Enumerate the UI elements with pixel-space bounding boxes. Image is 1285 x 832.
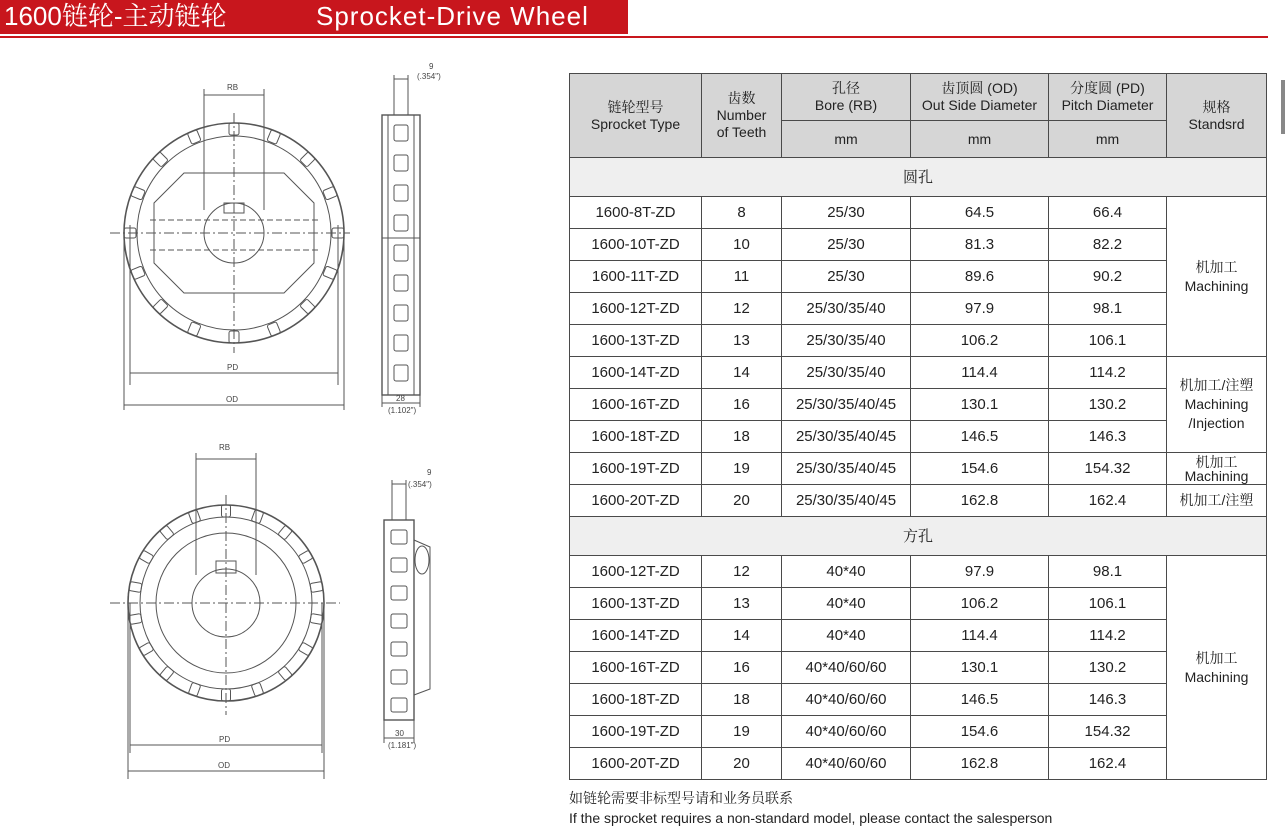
sprocket-tooth [278,666,293,681]
sprocket-tooth [153,152,169,168]
cell-bore: 25/30/35/40 [782,325,911,357]
sprocket-tooth [300,152,316,168]
table-row [570,588,1267,620]
sprocket-tooth [188,509,201,523]
cell-od: 162.8 [911,485,1049,517]
cell-pd: 130.2 [1049,652,1167,684]
bottom-od-label: OD [218,761,230,770]
side-tooth [391,670,407,684]
header-bore: 孔径 Bore (RB) [782,74,911,121]
cell-od: 130.1 [911,389,1049,421]
sprocket-tooth [160,666,175,681]
top-width-label: 28 [396,394,405,403]
top-rb-label: RB [227,83,239,92]
cell-bore: 25/30/35/40/45 [782,485,911,517]
cell-teeth: 13 [702,325,782,357]
cell-teeth: 20 [702,485,782,517]
cell-pd: 162.4 [1049,485,1167,517]
cell-teeth: 19 [702,716,782,748]
footnote-en: If the sprocket requires a non-standard model, please contact the salesperson [569,810,1053,826]
cell-teeth: 14 [702,357,782,389]
sprocket-tooth [139,642,154,656]
cell-type: 1600-13T-ZD [570,588,702,620]
table-row [570,453,1267,485]
cell-type: 1600-20T-ZD [570,748,702,780]
cell-od: 97.9 [911,293,1049,325]
cell-od: 146.5 [911,421,1049,453]
cell-pd: 130.2 [1049,389,1167,421]
cell-bore: 25/30 [782,229,911,261]
cell-teeth: 12 [702,293,782,325]
cell-pd: 106.1 [1049,325,1167,357]
cell-type: 1600-16T-ZD [570,389,702,421]
cell-od: 130.1 [911,652,1049,684]
side-tooth [391,614,407,628]
spec-table [569,73,1267,780]
cell-od: 154.6 [911,716,1049,748]
cell-pd: 162.4 [1049,748,1167,780]
cell-od: 154.6 [911,453,1049,485]
header-standard: 规格 Standsrd [1167,74,1267,158]
side-tooth [391,558,407,572]
table-row [570,229,1267,261]
cell-pd: 114.2 [1049,357,1167,389]
section-round-bore: 圆孔 [570,158,1267,197]
cell-bore: 40*40 [782,620,911,652]
cell-type: 1600-16T-ZD [570,652,702,684]
table-row [570,684,1267,716]
cell-bore: 40*40/60/60 [782,652,911,684]
cell-teeth: 13 [702,588,782,620]
sprocket-tooth [251,509,264,523]
top-sprocket-side-view [382,75,420,407]
cell-type: 1600-12T-ZD [570,556,702,588]
side-tooth [391,698,407,712]
bottom-sprocket-front-view [110,453,340,779]
cell-pd: 98.1 [1049,293,1167,325]
cell-standard-machining: 机加工 Machining [1167,197,1267,357]
side-tooth [394,365,408,381]
cell-pd: 90.2 [1049,261,1167,293]
cell-bore: 25/30/35/40/45 [782,453,911,485]
section-square-bore: 方孔 [570,517,1267,556]
side-tooth [394,335,408,351]
top-thickness-inch-label: (.354") [417,72,441,81]
side-tooth [394,125,408,141]
cell-od: 106.2 [911,325,1049,357]
header-pd-unit: mm [1049,121,1167,158]
cell-pd: 66.4 [1049,197,1167,229]
cell-pd: 98.1 [1049,556,1167,588]
cell-pd: 146.3 [1049,421,1167,453]
table-row [570,652,1267,684]
table-row [570,197,1267,229]
cell-od: 114.4 [911,357,1049,389]
table-row [570,485,1267,517]
cell-pd: 82.2 [1049,229,1167,261]
side-tooth [394,185,408,201]
sprocket-tooth [251,682,264,696]
cell-type: 1600-19T-ZD [570,716,702,748]
bottom-thickness-inch-label: (.354") [408,480,432,489]
sprocket-tooth [160,525,175,540]
bottom-width-inch-label: (1.181") [388,741,417,750]
cell-od: 106.2 [911,588,1049,620]
title-en: Sprocket-Drive Wheel [316,1,589,31]
table-row [570,261,1267,293]
cell-standard-mixed: 机加工/注塑 Machining /Injection [1167,357,1267,453]
sprocket-tooth [298,642,313,656]
sprocket-tooth [188,682,201,696]
table-row [570,620,1267,652]
table-row [570,389,1267,421]
cell-type: 1600-18T-ZD [570,421,702,453]
header-od: 齿顶圆 (OD) Out Side Diameter [911,74,1049,121]
title-cn: 1600链轮-主动链轮 [4,1,227,31]
cell-teeth: 19 [702,453,782,485]
cell-standard-mixed-20t: 机加工/注塑 [1167,485,1267,517]
cell-teeth: 11 [702,261,782,293]
cell-bore: 25/30/35/40 [782,293,911,325]
cell-type: 1600-8T-ZD [570,197,702,229]
side-tooth [394,245,408,261]
footnote [569,788,1052,828]
cell-pd: 114.2 [1049,620,1167,652]
table-row [570,748,1267,780]
cell-od: 146.5 [911,684,1049,716]
table-row [570,556,1267,588]
side-tab [1281,80,1285,134]
cell-teeth: 18 [702,421,782,453]
cell-type: 1600-18T-ZD [570,684,702,716]
cell-teeth: 16 [702,652,782,684]
cell-od: 114.4 [911,620,1049,652]
cell-pd: 154.32 [1049,453,1167,485]
cell-type: 1600-20T-ZD [570,485,702,517]
cell-teeth: 16 [702,389,782,421]
cell-pd: 154.32 [1049,716,1167,748]
cell-bore: 40*40 [782,588,911,620]
cell-bore: 25/30/35/40 [782,357,911,389]
header-od-unit: mm [911,121,1049,158]
cell-type: 1600-12T-ZD [570,293,702,325]
cell-pd: 146.3 [1049,684,1167,716]
cell-bore: 25/30 [782,197,911,229]
cell-bore: 40*40 [782,556,911,588]
cell-od: 97.9 [911,556,1049,588]
header-sprocket-type: 链轮型号 Sprocket Type [570,74,702,158]
technical-drawings [110,55,460,785]
bottom-sprocket-side-view [384,480,430,743]
table-row [570,716,1267,748]
sprocket-tooth [300,299,316,315]
side-tooth [391,642,407,656]
bottom-width-label: 30 [395,729,404,738]
cell-type: 1600-14T-ZD [570,620,702,652]
title-underline [0,36,1268,38]
sprocket-tooth [278,525,293,540]
top-pd-label: PD [227,363,239,372]
header-bore-unit: mm [782,121,911,158]
side-tooth [391,586,407,600]
table-row [570,421,1267,453]
cell-type: 1600-14T-ZD [570,357,702,389]
header-pd: 分度圆 (PD) Pitch Diameter [1049,74,1167,121]
cell-od: 64.5 [911,197,1049,229]
cell-type: 1600-13T-ZD [570,325,702,357]
cell-od: 162.8 [911,748,1049,780]
cell-teeth: 14 [702,620,782,652]
cell-standard-machining-19t: 机加工 Machining [1167,453,1267,485]
cell-standard-machining-square: 机加工 Machining [1167,556,1267,780]
top-sprocket-front-view [110,89,350,410]
table-row [570,293,1267,325]
cell-od: 89.6 [911,261,1049,293]
side-tooth [394,215,408,231]
top-width-inch-label: (1.102") [388,406,417,415]
header-teeth: 齿数 Number of Teeth [702,74,782,158]
cell-bore: 25/30/35/40/45 [782,421,911,453]
cell-type: 1600-10T-ZD [570,229,702,261]
side-tooth [394,155,408,171]
cell-bore: 25/30/35/40/45 [782,389,911,421]
table-row [570,325,1267,357]
cell-type: 1600-19T-ZD [570,453,702,485]
top-od-label: OD [226,395,238,404]
sprocket-tooth [153,299,169,315]
sprocket-tooth [298,550,313,564]
cell-teeth: 20 [702,748,782,780]
cell-teeth: 18 [702,684,782,716]
side-tooth [391,530,407,544]
cell-teeth: 12 [702,556,782,588]
bottom-rb-label: RB [219,443,231,452]
title-bar [0,0,628,34]
cell-teeth: 10 [702,229,782,261]
table-row [570,357,1267,389]
cell-od: 81.3 [911,229,1049,261]
cell-bore: 40*40/60/60 [782,748,911,780]
cell-bore: 25/30 [782,261,911,293]
cell-teeth: 8 [702,197,782,229]
bottom-pd-label: PD [219,735,231,744]
cell-bore: 40*40/60/60 [782,684,911,716]
footnote-cn: 如链轮需要非标型号请和业务员联系 [569,790,793,806]
top-thickness-label: 9 [429,62,434,71]
sprocket-tooth [139,550,154,564]
cell-pd: 106.1 [1049,588,1167,620]
side-tooth [394,305,408,321]
bottom-thickness-label: 9 [427,468,432,477]
cell-bore: 40*40/60/60 [782,716,911,748]
side-tooth [394,275,408,291]
cell-type: 1600-11T-ZD [570,261,702,293]
